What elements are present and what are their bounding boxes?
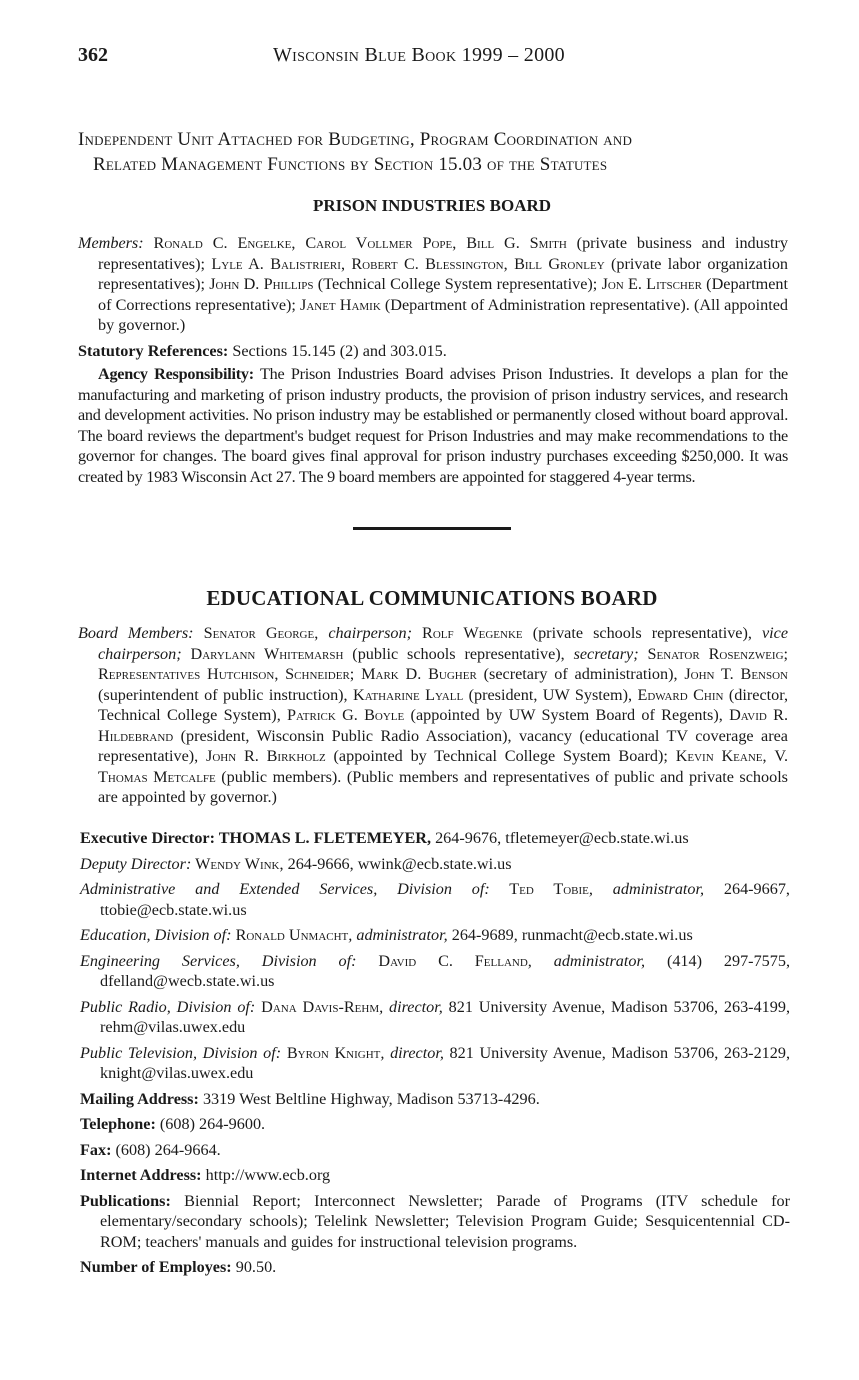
division-head-role: , director, bbox=[380, 1043, 444, 1062]
division-contact: 821 University Avenue, Madison 53706, 263-4199, rehm@vilas.uwex.edu bbox=[100, 997, 790, 1036]
board-member-detail: (superintendent of public instruction), bbox=[98, 685, 354, 704]
member-name: John D. Phillips bbox=[209, 275, 314, 293]
member-name: Bill Gronley bbox=[514, 254, 605, 273]
division-head-name: Ronald Unmacht bbox=[231, 926, 349, 944]
board-member-detail: (president, UW System), bbox=[463, 685, 638, 704]
members-list bbox=[98, 234, 788, 334]
fact-value: 3319 West Beltline Highway, Madison 53713-4296. bbox=[198, 1089, 540, 1108]
member-name: Lyle A. Balistrieri bbox=[211, 254, 341, 273]
division-entry bbox=[80, 997, 790, 1038]
board-member-name: Senator Rosenzweig; Representatives Hutchison, Schneider; bbox=[98, 644, 789, 683]
division-label: Education, Division of: bbox=[80, 926, 232, 944]
fact-entry bbox=[80, 1114, 790, 1135]
board-member-detail: (director, Technical College System), bbox=[98, 685, 789, 724]
fact-label: Fax: bbox=[80, 1140, 112, 1159]
book-title: Wisconsin Blue Book 1999 – 2000 bbox=[273, 44, 565, 66]
board-member-name: Edward Chin bbox=[637, 685, 724, 704]
fact-entry bbox=[80, 1165, 790, 1186]
executive-director-name: THOMAS L. FLETEMEYER, bbox=[215, 829, 432, 847]
board-member-role: chairperson; bbox=[328, 624, 412, 642]
division-label: Administrative and Extended Services, Division of: bbox=[80, 880, 490, 898]
board-member-detail: (private schools representative), bbox=[522, 624, 762, 642]
member-detail: (private labor organization representatives); bbox=[98, 254, 789, 293]
deputy-director-contact: , 264-9666, wwink@ecb.state.wi.us bbox=[279, 854, 512, 873]
member-name: Janet Hamik bbox=[300, 295, 381, 314]
division-label: Public Radio, Division of: bbox=[80, 997, 256, 1016]
fact-entry bbox=[80, 1089, 790, 1110]
board-member-name: Rolf Wegenke bbox=[422, 624, 523, 642]
division-contact: 264-9689, runmacht@ecb.state.wi.us bbox=[447, 926, 693, 944]
board-member-name: John T. Benson bbox=[684, 665, 789, 683]
division-head-role: , administrator, bbox=[527, 951, 646, 970]
board-member-name: Mark D. Bugher bbox=[361, 665, 477, 683]
fact-label: Number of Employes: bbox=[80, 1258, 232, 1276]
page-number: 362 bbox=[78, 44, 108, 66]
member-detail: , bbox=[340, 254, 352, 273]
board-member-role: secretary; bbox=[573, 644, 639, 663]
division-head-name: Byron Knight bbox=[281, 1043, 381, 1062]
fact-entry bbox=[80, 1140, 790, 1161]
member-name: Robert C. Blessington bbox=[351, 254, 504, 273]
division-contact: (414) 297-7575, dfelland@wecb.state.wi.us bbox=[100, 951, 790, 990]
member-detail: (private business and industry representatives); bbox=[98, 234, 789, 273]
division-entry bbox=[80, 925, 790, 946]
board-member-detail: (public schools representative), bbox=[343, 644, 574, 663]
board-members-label: Board Members: bbox=[78, 624, 194, 642]
executive-director-contact: 264-9676, tfletemeyer@ecb.state.wi.us bbox=[431, 829, 689, 847]
division-head-name: David C. Felland bbox=[356, 951, 528, 970]
statutory-label: Statutory References: bbox=[78, 341, 229, 360]
ecb-directory bbox=[80, 828, 790, 1283]
ecb-board-members bbox=[78, 623, 788, 808]
board-member-detail: (public members). (Public members and representatives of public and private schools are appointed by governor.) bbox=[98, 767, 788, 806]
ecb-title: EDUCATIONAL COMMUNICATIONS BOARD bbox=[206, 586, 658, 610]
board-member-detail: (president, Wisconsin Public Radio Association), vacancy (educational TV coverage area representative), bbox=[98, 726, 788, 765]
member-detail: (Department of Administration representative). (All appointed by governor.) bbox=[98, 295, 788, 334]
fact-entry bbox=[80, 1191, 790, 1253]
statutory-references bbox=[78, 341, 788, 362]
deputy-director bbox=[80, 854, 790, 875]
division-contact: 821 University Avenue, Madison 53706, 263-2129, knight@vilas.uwex.edu bbox=[100, 1043, 790, 1082]
fact-label: Publications: bbox=[80, 1191, 171, 1210]
agency-text: The Prison Industries Board advises Prison Industries. It develops a plan for the manufacturing and marketing of prison industry products, the provision of prison industry services, and research and development activities. No prison industry may be established or permanently closed without board approval. The board reviews the department's budget request for Prison Industries and may make recommendations to the governor for changes. The board gives final approval for prison industry purchases exceeding $250,000. It was created by 1983 Wisconsin Act 27. The 9 board members are appointed for staggered 4-year terms. bbox=[78, 365, 788, 486]
facts-list bbox=[80, 1089, 790, 1278]
division-label: Engineering Services, Division of: bbox=[80, 951, 357, 970]
member-name: Bill G. Smith bbox=[466, 234, 567, 252]
board-member-detail: , bbox=[762, 747, 775, 765]
board-member-name: Darylann Whitemarsh bbox=[190, 644, 344, 663]
fact-label: Internet Address: bbox=[80, 1166, 202, 1184]
member-detail: (Technical College System representative); bbox=[313, 275, 602, 293]
board-member-detail: (appointed by Technical College System Board); bbox=[325, 747, 676, 765]
member-detail: , bbox=[291, 234, 306, 252]
division-contact: 264-9667, ttobie@ecb.state.wi.us bbox=[100, 880, 790, 919]
prison-board-body bbox=[78, 233, 788, 487]
board-member-name: Katharine Lyall bbox=[353, 685, 464, 704]
division-head-role: , administrator, bbox=[588, 880, 705, 898]
member-name: Ronald C. Engelke bbox=[153, 234, 292, 252]
board-member-name: Senator George bbox=[203, 624, 315, 642]
member-detail: , bbox=[503, 254, 515, 273]
division-head-role: , director, bbox=[379, 997, 443, 1016]
prison-board-members bbox=[78, 233, 788, 336]
member-name: Jon E. Litscher bbox=[601, 275, 702, 293]
section-divider bbox=[353, 527, 511, 530]
board-members-list bbox=[98, 624, 788, 806]
unit-heading bbox=[78, 127, 793, 177]
board-member-name: David R. Hildebrand bbox=[98, 706, 788, 745]
statutory-text: Sections 15.145 (2) and 303.015. bbox=[228, 341, 447, 360]
division-entry bbox=[80, 879, 790, 920]
unit-heading-line-1: Independent Unit Attached for Budgeting, Program Coordination and bbox=[78, 129, 633, 150]
ecb-members-block bbox=[78, 623, 788, 808]
board-member-name: Kevin Keane bbox=[675, 747, 763, 765]
agency-responsibility bbox=[78, 364, 788, 487]
fact-value: 90.50. bbox=[231, 1258, 277, 1276]
fact-value: Biennial Report; Interconnect Newsletter; Parade of Programs (ITV schedule for elementary/secondary schools); Telelink Newsletter; Television Program Guide; Sesquicentennial CD-ROM; teachers' manuals and guides for instructional television programs. bbox=[100, 1191, 790, 1251]
prison-board-title: PRISON INDUSTRIES BOARD bbox=[312, 196, 552, 215]
board-member-name: Patrick G. Boyle bbox=[287, 706, 405, 724]
member-name: Carol Vollmer Pope bbox=[305, 234, 453, 252]
running-head bbox=[78, 44, 789, 70]
executive-director-label: Executive Director: bbox=[80, 829, 215, 847]
division-label: Public Television, Division of: bbox=[80, 1043, 282, 1062]
fact-value: http://www.ecb.org bbox=[201, 1166, 331, 1184]
agency-label: Agency Responsibility: bbox=[98, 365, 254, 383]
members-label: Members: bbox=[78, 234, 144, 252]
division-entry bbox=[80, 1043, 790, 1084]
deputy-director-label: Deputy Director: bbox=[80, 854, 192, 873]
member-detail: , bbox=[452, 234, 467, 252]
division-head-name: Dana Davis-Rehm bbox=[255, 997, 380, 1016]
board-member-detail: (appointed by UW System Board of Regents), bbox=[404, 706, 730, 724]
fact-value: (608) 264-9664. bbox=[111, 1140, 221, 1159]
unit-heading-line-2: Related Management Functions by Section 15.03 of the Statutes bbox=[93, 154, 608, 175]
deputy-director-name: Wendy Wink bbox=[191, 854, 280, 873]
board-member-name: V. Thomas Metcalfe bbox=[98, 747, 789, 786]
fact-label: Telephone: bbox=[80, 1115, 156, 1133]
divisions-list bbox=[80, 879, 790, 1084]
fact-value: (608) 264-9600. bbox=[155, 1115, 266, 1133]
executive-director bbox=[80, 828, 790, 849]
division-head-role: , administrator, bbox=[348, 926, 448, 944]
board-member-detail: (secretary of administration), bbox=[476, 665, 685, 683]
board-member-role: vice chairperson; bbox=[98, 624, 789, 663]
board-member-spacer bbox=[412, 624, 422, 642]
division-entry bbox=[80, 951, 790, 992]
board-member-name: John R. Birkholz bbox=[206, 747, 326, 765]
division-head-name: Ted Tobie bbox=[489, 880, 589, 898]
member-detail: (Department of Corrections representative); bbox=[98, 275, 788, 314]
board-member-spacer bbox=[639, 645, 648, 663]
fact-entry bbox=[80, 1257, 790, 1278]
board-member-detail: , bbox=[314, 624, 329, 642]
fact-label: Mailing Address: bbox=[80, 1089, 199, 1108]
board-member-spacer bbox=[182, 645, 191, 663]
